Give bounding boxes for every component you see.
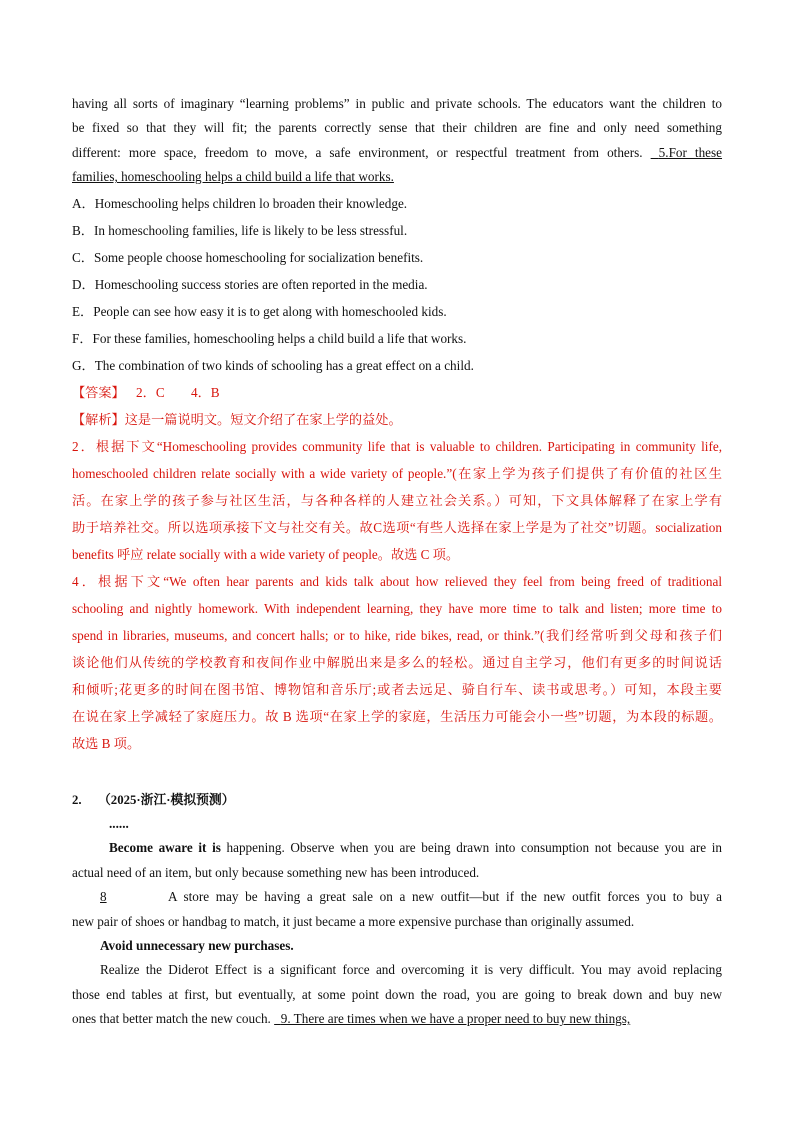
answer-value: 2．C 4．B: [136, 384, 220, 400]
analysis-intro: [72, 408, 722, 432]
passage-line: actual need of an item, but only because something new has been introduced.: [72, 864, 480, 880]
analysis-line: spend in libraries, museums, and concert halls; or to hike, ride bikes, read, or think.”(我们经常听到父母和孩子们: [72, 627, 722, 643]
analysis-line: 谈论他们从传统的学校教育和夜间作业中解脱出来是多么的轻松。通过自主学习，他们有更多的时间说话: [72, 654, 722, 670]
para-text: A store may be having a great sale on a new outfit—but if the new outfit forces you to buy a: [167, 889, 723, 905]
analysis-line: 故选 B 项。: [72, 735, 141, 751]
question-number: 2.: [72, 793, 82, 808]
passage-line: [72, 1007, 722, 1031]
analysis-q2: [72, 435, 722, 567]
document-page: [72, 92, 722, 1032]
para-text: happening. Observe when you are being drawn into consumption not because you are in: [220, 840, 722, 856]
analysis-line: schooling and nightly homework. With independent learning, they have more time to talk and listen; more time to: [72, 600, 722, 616]
option-c: C．Some people choose homeschooling for socialization benefits.: [72, 249, 424, 265]
passage-line: [72, 885, 722, 909]
paragraph-heading: Avoid unnecessary new purchases.: [100, 938, 294, 954]
passage-line: [72, 141, 722, 165]
answer-label: 【答案】: [72, 384, 125, 400]
blank-8: 8: [100, 889, 107, 905]
question-source: （2025·浙江·模拟预测）: [98, 793, 235, 808]
analysis-line: 2．根据下文“Homeschooling provides community life that is valuable to children. Participating in community life,: [72, 438, 722, 454]
option-e: E．People can see how easy it is to get along with homeschooled kids.: [72, 303, 447, 319]
analysis-line: 活。在家上学的孩子参与社区生活，与各种各样的人建立社会关系。）可知，下文具体解释了在家上学有: [72, 492, 722, 508]
analysis-label: 【解析】: [72, 411, 125, 427]
passage-line-text: different: more space, freedom to move, a safe environment, or respectful treatment from others.: [72, 144, 643, 160]
option-g: G．The combination of two kinds of schooling has a great effect on a child.: [72, 357, 474, 373]
passage-line: new pair of shoes or handbag to match, it just became a more expensive purchase than originally assumed.: [72, 913, 635, 929]
ellipsis: ......: [109, 816, 129, 832]
option-a: A．Homeschooling helps children lo broaden their knowledge.: [72, 195, 408, 211]
passage-line: [72, 836, 722, 860]
answer-line: [72, 381, 722, 405]
analysis-line: 4．根据下文“We often hear parents and kids talk about how relieved they feel from being freed of traditional: [72, 573, 722, 589]
option-d: D．Homeschooling success stories are often reported in the media.: [72, 276, 428, 292]
question-2-passage: [72, 836, 722, 1031]
analysis-q4: [72, 570, 722, 756]
analysis-line: 和倾听;花更多的时间在图书馆、博物馆和音乐厅;或者去远足、骑自行车、读书或思考。）可知，本段主要: [72, 681, 722, 697]
analysis-line: homeschooled children relate socially with a wide variety of people.”(在家上学为孩子们提供了有价值的社区生: [72, 465, 722, 481]
answer-9-underlined: 9. There are times when we have a proper need to buy new things,: [280, 1011, 631, 1027]
passage-line: having all sorts of imaginary “learning problems” in public and private schools. The educators want the children to: [72, 96, 722, 111]
analysis-line: benefits 呼应 relate socially with a wide variety of people。故选 C 项。: [72, 546, 460, 562]
passage-line: Realize the Diderot Effect is a significant force and overcoming it is very difficult. You may avoid replacing: [100, 962, 722, 978]
passage-1: [72, 92, 722, 190]
passage-line: those end tables at first, but eventually, at some point down the road, you are going to break down and buy new: [72, 986, 722, 1002]
passage-line: [72, 165, 722, 189]
answer-5-underlined: 5.For these: [658, 144, 723, 160]
options-list: [72, 192, 722, 378]
analysis-line: 助于培养社交。所以选项承接下文与社交有关。故C选项“有些人选择在家上学是为了社交”切题。socialization: [72, 519, 722, 535]
passage-line: be fixed so that they will fit; the parents correctly sense that their children are fine and only need something: [72, 120, 722, 136]
analysis-line: 在说在家上学减轻了家庭压力。故 B 选项“在家上学的家庭，生活压力可能会小一些”切题，为本段的标题。: [72, 708, 722, 724]
option-b: B．In homeschooling families, life is likely to be less stressful.: [72, 222, 408, 238]
option-f: F．For these families, homeschooling helps a child build a life that works.: [72, 330, 467, 346]
question-2-header: [72, 788, 722, 812]
analysis-intro-text: 这是一篇说明文。短文介绍了在家上学的益处。: [124, 411, 402, 427]
para-lead-bold: Become aware it is: [109, 840, 221, 856]
para-text: ones that better match the new couch.: [72, 1011, 271, 1027]
answer-5-underlined-cont: families, homeschooling helps a child build a life that works.: [72, 169, 394, 185]
